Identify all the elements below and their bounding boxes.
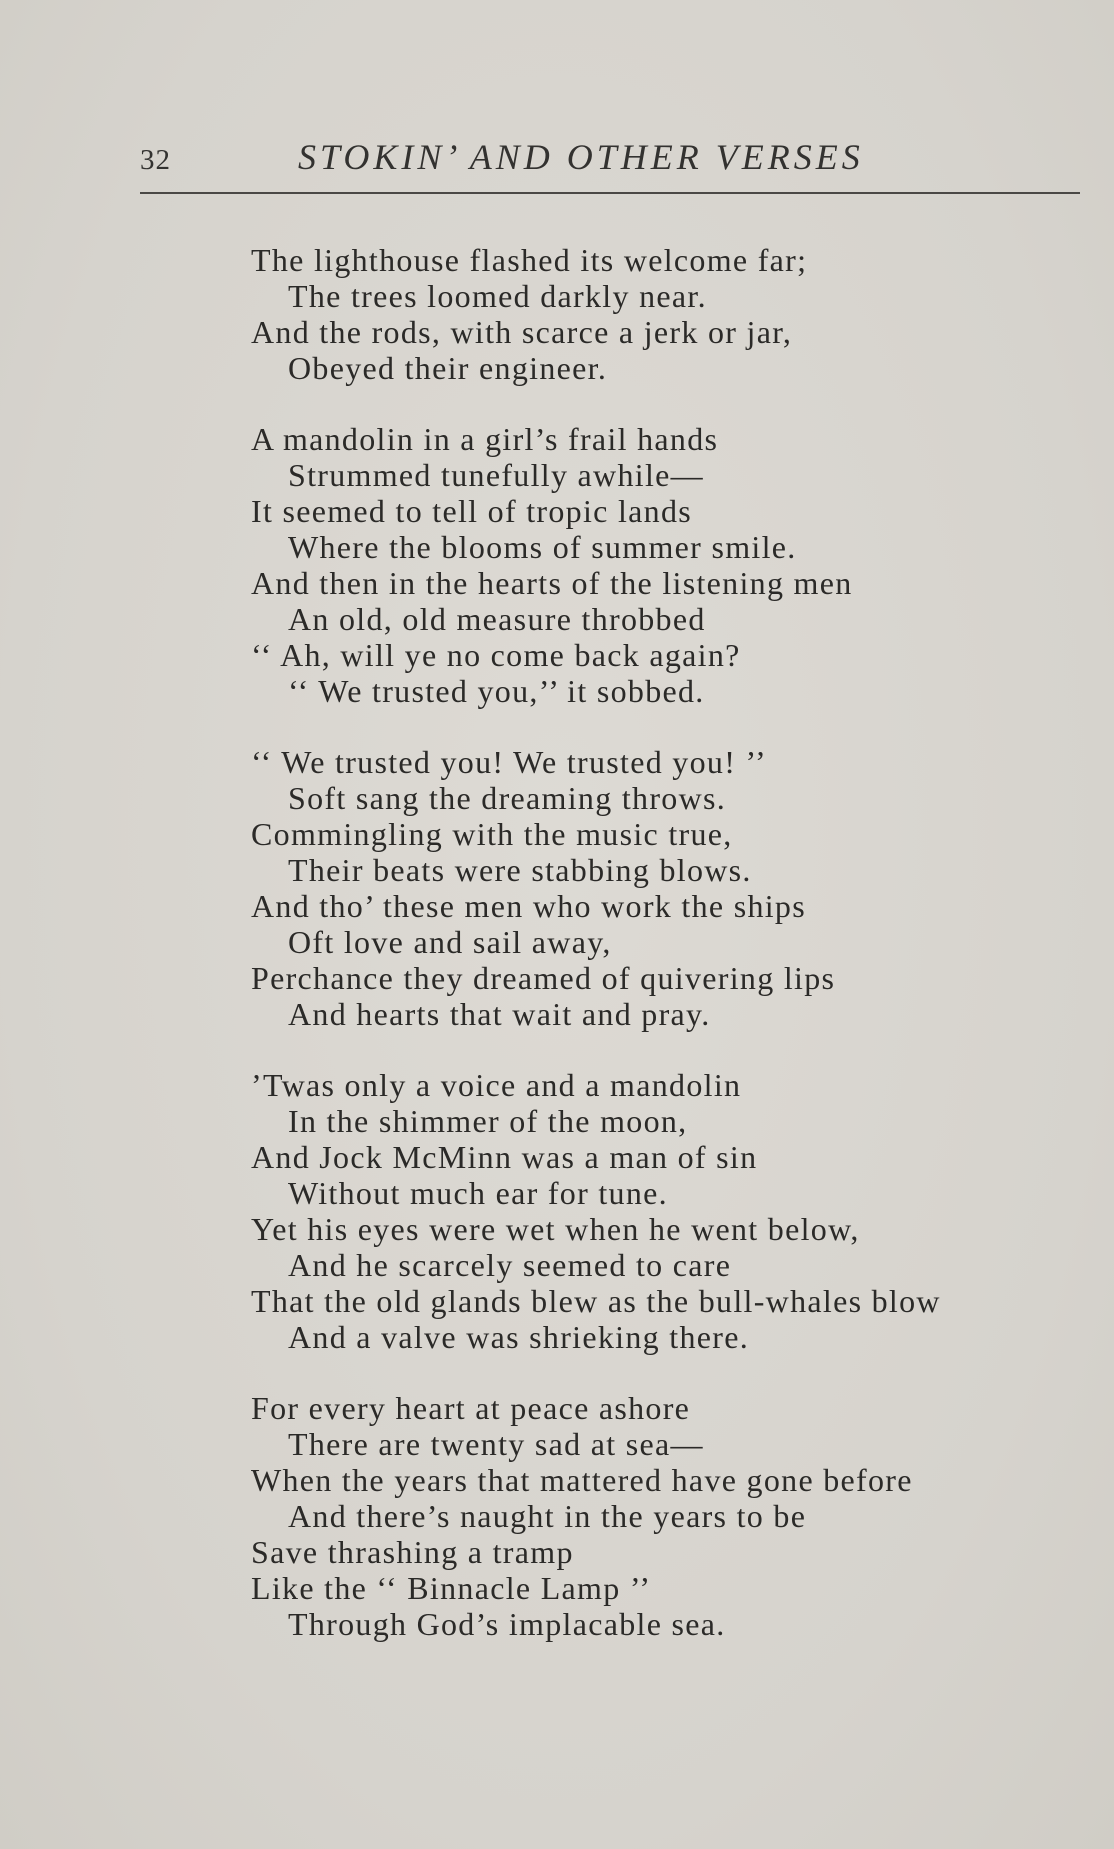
stanza [251, 242, 1091, 386]
stanza [251, 1390, 1091, 1642]
poem-line: When the years that mattered have gone before [251, 1462, 913, 1498]
poem-line: And tho’ these men who work the ships [251, 888, 806, 924]
poem-line: Save thrashing a tramp [251, 1534, 574, 1570]
poem-line: There are twenty sad at sea— [288, 1426, 704, 1462]
poem-line: Through God’s implacable sea. [288, 1606, 726, 1642]
poem-line: Commingling with the music true, [251, 816, 733, 852]
poem-line: Without much ear for tune. [288, 1175, 668, 1211]
poem-line: And hearts that wait and pray. [288, 996, 711, 1032]
header-rule [140, 192, 1080, 194]
poem-line: ‘‘ We trusted you,’’ it sobbed. [288, 673, 705, 709]
poem-line: Soft sang the dreaming throws. [288, 780, 727, 816]
poem-line: An old, old measure throbbed [288, 601, 706, 637]
poem-line: Their beats were stabbing blows. [288, 852, 752, 888]
poem-line: ‘‘ Ah, will ye no come back again? [251, 637, 741, 673]
poem-line: It seemed to tell of tropic lands [251, 493, 693, 529]
poem-line: For every heart at peace ashore [251, 1390, 691, 1426]
page-header [140, 136, 1080, 196]
poem-line: ‘‘ We trusted you! We trusted you! ’’ [251, 744, 768, 780]
poem-line: ’Twas only a voice and a mandolin [251, 1067, 742, 1103]
poem-line: The trees loomed darkly near. [288, 278, 707, 314]
poem-line: That the old glands blew as the bull-whales blow [251, 1283, 941, 1319]
poem-line: And he scarcely seemed to care [288, 1247, 732, 1283]
poem-line: Oft love and sail away, [288, 924, 612, 960]
poem-line: In the shimmer of the moon, [288, 1103, 688, 1139]
poem-line: And there’s naught in the years to be [288, 1498, 807, 1534]
poem-line: And then in the hearts of the listening men [251, 565, 853, 601]
poem-line: And a valve was shrieking there. [288, 1319, 750, 1355]
stanza [251, 421, 1091, 709]
poem-line: And the rods, with scarce a jerk or jar, [251, 314, 793, 350]
poem-line: And Jock McMinn was a man of sin [251, 1139, 758, 1175]
stanza [251, 1067, 1091, 1355]
poem-line: Like the ‘‘ Binnacle Lamp ’’ [251, 1570, 652, 1606]
poem-line: Yet his eyes were wet when he went below, [251, 1211, 860, 1247]
poem-line: A mandolin in a girl’s frail hands [251, 421, 719, 457]
poem-line: Where the blooms of summer smile. [288, 529, 797, 565]
stanza [251, 744, 1091, 1032]
running-title: STOKIN’ AND OTHER VERSES [298, 137, 864, 177]
page-number: 32 [140, 144, 171, 176]
poem-line: Obeyed their engineer. [288, 350, 608, 386]
poem-line: The lighthouse flashed its welcome far; [251, 242, 808, 278]
poem-line: Strummed tunefully awhile— [288, 457, 704, 493]
poem-line: Perchance they dreamed of quivering lips [251, 960, 836, 996]
poem-body [251, 242, 1091, 1677]
